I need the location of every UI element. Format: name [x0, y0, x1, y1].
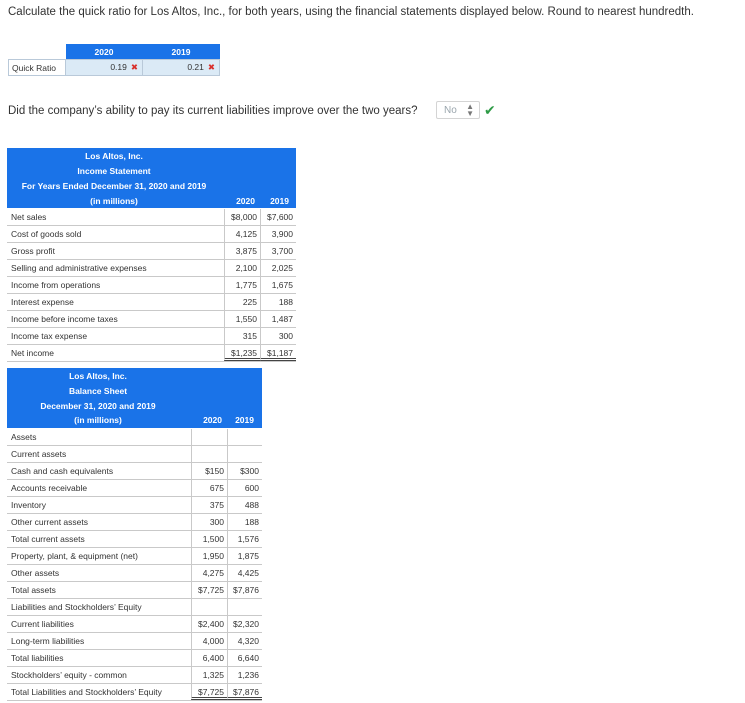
table-row [7, 650, 262, 667]
value-2019: 600 [227, 480, 262, 496]
row-label: Stockholders’ equity - common [11, 670, 127, 680]
table-row [7, 328, 296, 345]
answer-select-value: No [444, 105, 457, 116]
row-label: Selling and administrative expenses [11, 263, 147, 273]
table-row [7, 667, 262, 684]
table-row [7, 565, 262, 582]
income-period: For Years Ended December 31, 2020 and 2019 [21, 181, 207, 191]
value-2019: 4,425 [227, 565, 262, 581]
value-2020 [191, 446, 227, 462]
value-2019: $7,876 [227, 684, 262, 700]
corner-cell [9, 44, 66, 60]
value-2020: 675 [191, 480, 227, 496]
value-2020: 3,875 [224, 243, 260, 259]
table-row [7, 616, 262, 633]
row-label: Cost of goods sold [11, 229, 82, 239]
value-2019: 488 [227, 497, 262, 513]
quick-ratio-label: Quick Ratio [9, 60, 66, 76]
income-statement-header [7, 148, 296, 208]
row-label: Current liabilities [11, 619, 74, 629]
question-liquidity: Did the company’s ability to pay its current liabilities improve over the two years? [8, 105, 418, 117]
value-2020: 375 [191, 497, 227, 513]
table-row [7, 480, 262, 497]
value-2020: 315 [224, 328, 260, 344]
value-2020 [191, 429, 227, 445]
balance-period: December 31, 2020 and 2019 [40, 401, 156, 411]
value-2019: $1,187 [260, 345, 296, 361]
table-row [7, 277, 296, 294]
income-units: (in millions) [90, 196, 138, 206]
quick-ratio-table [8, 44, 220, 76]
table-row [7, 260, 296, 277]
correct-check-icon: ✔ [484, 102, 496, 118]
value-2020: 1,775 [224, 277, 260, 293]
quick-ratio-2020-value: 0.19 [110, 62, 127, 72]
row-label: Net sales [11, 212, 47, 222]
row-label: Current assets [11, 449, 67, 459]
incorrect-icon: ✖ [130, 62, 138, 72]
value-2019: 1,875 [227, 548, 262, 564]
table-row [7, 684, 262, 701]
value-2019: 188 [227, 514, 262, 530]
income-statement [7, 148, 296, 361]
table-row [7, 582, 262, 599]
value-2019 [227, 599, 262, 615]
value-2020: 4,000 [191, 633, 227, 649]
row-label: Other current assets [11, 517, 89, 527]
value-2019: 1,675 [260, 277, 296, 293]
table-row [7, 514, 262, 531]
value-2020: 1,500 [191, 531, 227, 547]
row-label: Inventory [11, 500, 46, 510]
value-2020: 225 [224, 294, 260, 310]
balance-sheet-header [7, 368, 262, 428]
value-2020: $7,725 [191, 684, 227, 700]
table-row [7, 633, 262, 650]
value-2020: $7,725 [191, 582, 227, 598]
table-row [7, 294, 296, 311]
income-title: Income Statement [77, 166, 151, 176]
value-2019: 1,236 [227, 667, 262, 683]
value-2020: $1,235 [224, 345, 260, 361]
row-label: Accounts receivable [11, 483, 88, 493]
quick-ratio-2019-input[interactable] [143, 60, 220, 76]
income-year-2020: 2020 [236, 196, 255, 206]
value-2019: 188 [260, 294, 296, 310]
value-2019: 6,640 [227, 650, 262, 666]
value-2019: $2,320 [227, 616, 262, 632]
balance-year-2019: 2019 [235, 415, 254, 425]
row-label: Total assets [11, 585, 56, 595]
value-2019: 2,025 [260, 260, 296, 276]
row-label: Cash and cash equivalents [11, 466, 114, 476]
quick-ratio-2019-value: 0.21 [187, 62, 204, 72]
value-2019: 1,487 [260, 311, 296, 327]
value-2019: 3,700 [260, 243, 296, 259]
row-label: Total current assets [11, 534, 85, 544]
header-2019: 2019 [143, 44, 220, 60]
value-2019: $300 [227, 463, 262, 479]
balance-year-2020: 2020 [203, 415, 222, 425]
value-2020: 1,325 [191, 667, 227, 683]
table-row [7, 463, 262, 480]
table-row [7, 209, 296, 226]
value-2019 [227, 429, 262, 445]
value-2020: 2,100 [224, 260, 260, 276]
question-quick-ratio: Calculate the quick ratio for Los Altos, Inc., for both years, using the financial statements displayed below. Round to nearest hundredth. [8, 6, 694, 18]
value-2019: $7,600 [260, 209, 296, 225]
value-2020: $150 [191, 463, 227, 479]
row-label: Total liabilities [11, 653, 64, 663]
table-row [7, 311, 296, 328]
balance-units: (in millions) [74, 415, 122, 425]
value-2020: $8,000 [224, 209, 260, 225]
value-2019 [227, 446, 262, 462]
value-2019: $7,876 [227, 582, 262, 598]
row-label: Long-term liabilities [11, 636, 85, 646]
header-2020: 2020 [66, 44, 143, 60]
table-row [7, 599, 262, 616]
value-2020: 1,550 [224, 311, 260, 327]
value-2020: 300 [191, 514, 227, 530]
select-arrows-icon: ▲ ▼ [466, 102, 474, 118]
income-year-2019: 2019 [270, 196, 289, 206]
value-2020: $2,400 [191, 616, 227, 632]
table-row [7, 531, 262, 548]
table-row [7, 243, 296, 260]
row-label: Total Liabilities and Stockholders’ Equity [11, 687, 162, 697]
balance-sheet [7, 368, 262, 698]
value-2019: 3,900 [260, 226, 296, 242]
value-2020 [191, 599, 227, 615]
row-label: Gross profit [11, 246, 55, 256]
row-label: Liabilities and Stockholders’ Equity [11, 602, 142, 612]
table-row [7, 548, 262, 565]
row-label: Income tax expense [11, 331, 88, 341]
row-label: Income from operations [11, 280, 101, 290]
value-2020: 4,275 [191, 565, 227, 581]
table-row [7, 446, 262, 463]
value-2019: 1,576 [227, 531, 262, 547]
row-label: Net income [11, 348, 54, 358]
value-2020: 1,950 [191, 548, 227, 564]
table-row [7, 345, 296, 362]
quick-ratio-2020-input[interactable] [66, 60, 143, 76]
row-label: Income before income taxes [11, 314, 118, 324]
value-2019: 4,320 [227, 633, 262, 649]
balance-company: Los Altos, Inc. [69, 371, 127, 381]
row-label: Other assets [11, 568, 60, 578]
table-row [7, 429, 262, 446]
value-2019: 300 [260, 328, 296, 344]
incorrect-icon: ✖ [207, 62, 215, 72]
table-row [7, 226, 296, 243]
row-label: Property, plant, & equipment (net) [11, 551, 138, 561]
table-row [7, 497, 262, 514]
balance-title: Balance Sheet [68, 386, 128, 396]
income-company: Los Altos, Inc. [85, 151, 143, 161]
value-2020: 4,125 [224, 226, 260, 242]
value-2020: 6,400 [191, 650, 227, 666]
row-label: Assets [11, 432, 37, 442]
row-label: Interest expense [11, 297, 74, 307]
answer-select[interactable] [436, 101, 480, 119]
